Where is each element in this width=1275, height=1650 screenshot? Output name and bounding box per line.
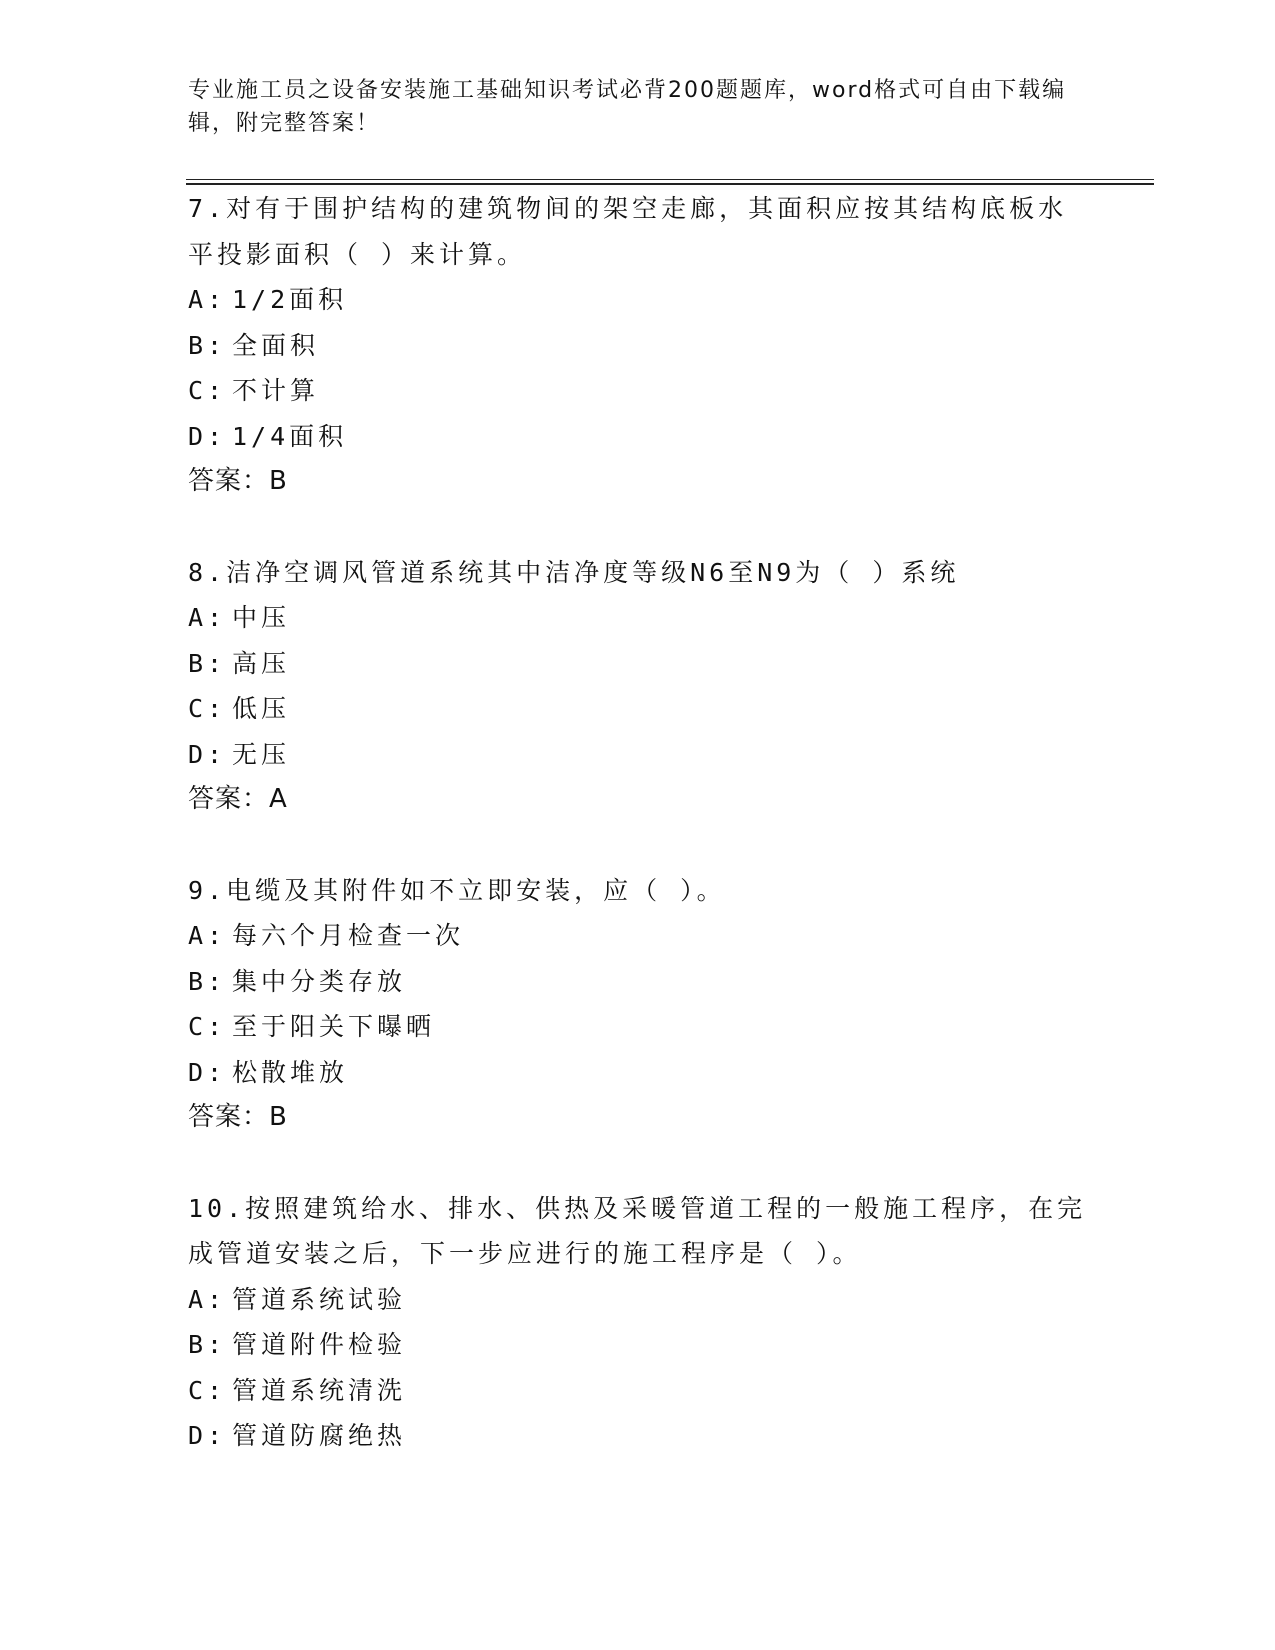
question-stem: 8.洁净空调风管道系统其中洁净度等级N6至N9为（ ）系统: [188, 557, 960, 587]
question-stem: 10.按照建筑给水、排水、供热及采暖管道工程的一般施工程序，在完成管道安装之后，下一步应进行的施工程序是（ ）。: [188, 1193, 1087, 1268]
option-text: 高压: [232, 648, 291, 678]
option-text: 管道系统清洗: [232, 1375, 407, 1405]
option-text: 管道防腐绝热: [232, 1421, 407, 1450]
question-9: [188, 868, 1088, 1141]
document-header: 专业施工员之设备安装施工基础知识考试必背200题题库，word格式可自由下载编辑，附完整答案！: [188, 78, 1067, 136]
option-d: [188, 732, 1088, 778]
option-text: 1/4面积: [232, 421, 348, 451]
option-c: [188, 368, 1088, 414]
option-text: 无压: [232, 739, 291, 769]
option-key: B:: [188, 648, 227, 678]
option-b: [188, 1322, 1088, 1368]
option-text: 全面积: [232, 330, 320, 360]
option-key: A:: [188, 285, 227, 314]
option-c: [188, 686, 1088, 732]
question-8: [188, 550, 1088, 823]
option-key: A:: [188, 921, 227, 950]
option-text: 管道附件检验: [232, 1330, 407, 1359]
option-text: 1/2面积: [232, 285, 348, 314]
option-key: C:: [188, 376, 227, 405]
option-text: 低压: [232, 694, 291, 723]
option-text: 中压: [232, 603, 291, 632]
option-key: C:: [188, 694, 227, 723]
option-b: [188, 641, 1088, 687]
option-key: A:: [188, 603, 227, 632]
option-b: [188, 959, 1088, 1005]
option-a: [188, 1277, 1088, 1323]
option-a: [188, 277, 1088, 323]
option-text: 不计算: [232, 376, 320, 405]
option-key: A:: [188, 1284, 227, 1314]
option-key: D:: [188, 421, 227, 451]
option-text: 管道系统试验: [232, 1284, 407, 1314]
header-divider-thick: [186, 183, 1154, 185]
option-text: 松散堆放: [232, 1057, 349, 1087]
option-b: [188, 323, 1088, 369]
question-list: [188, 186, 1088, 1504]
answer-line: 答案：A: [188, 784, 288, 814]
option-d: [188, 1413, 1088, 1459]
option-d: [188, 1050, 1088, 1096]
question-stem: 7.对有于围护结构的建筑物间的架空走廊，其面积应按其结构底板水平投影面积（ ）来计算。: [188, 194, 1068, 269]
option-key: D:: [188, 739, 227, 769]
question-stem: 9.电缆及其附件如不立即安装，应（ ）。: [188, 875, 726, 905]
header-divider-thin: [186, 179, 1154, 180]
option-a: [188, 595, 1088, 641]
option-d: [188, 414, 1088, 460]
option-key: B:: [188, 330, 227, 360]
question-10: [188, 1186, 1088, 1459]
option-text: 每六个月检查一次: [232, 921, 465, 950]
option-key: D:: [188, 1057, 227, 1087]
option-key: C:: [188, 1375, 227, 1405]
answer-line: 答案：B: [188, 1102, 288, 1132]
answer-line: 答案：B: [188, 466, 288, 496]
option-key: B:: [188, 966, 227, 996]
question-7: [188, 186, 1088, 505]
option-key: B:: [188, 1330, 227, 1359]
option-text: 至于阳关下曝晒: [232, 1012, 436, 1041]
option-c: [188, 1004, 1088, 1050]
option-c: [188, 1368, 1088, 1414]
option-a: [188, 913, 1088, 959]
option-key: D:: [188, 1421, 227, 1450]
option-text: 集中分类存放: [232, 966, 407, 996]
option-key: C:: [188, 1012, 227, 1041]
